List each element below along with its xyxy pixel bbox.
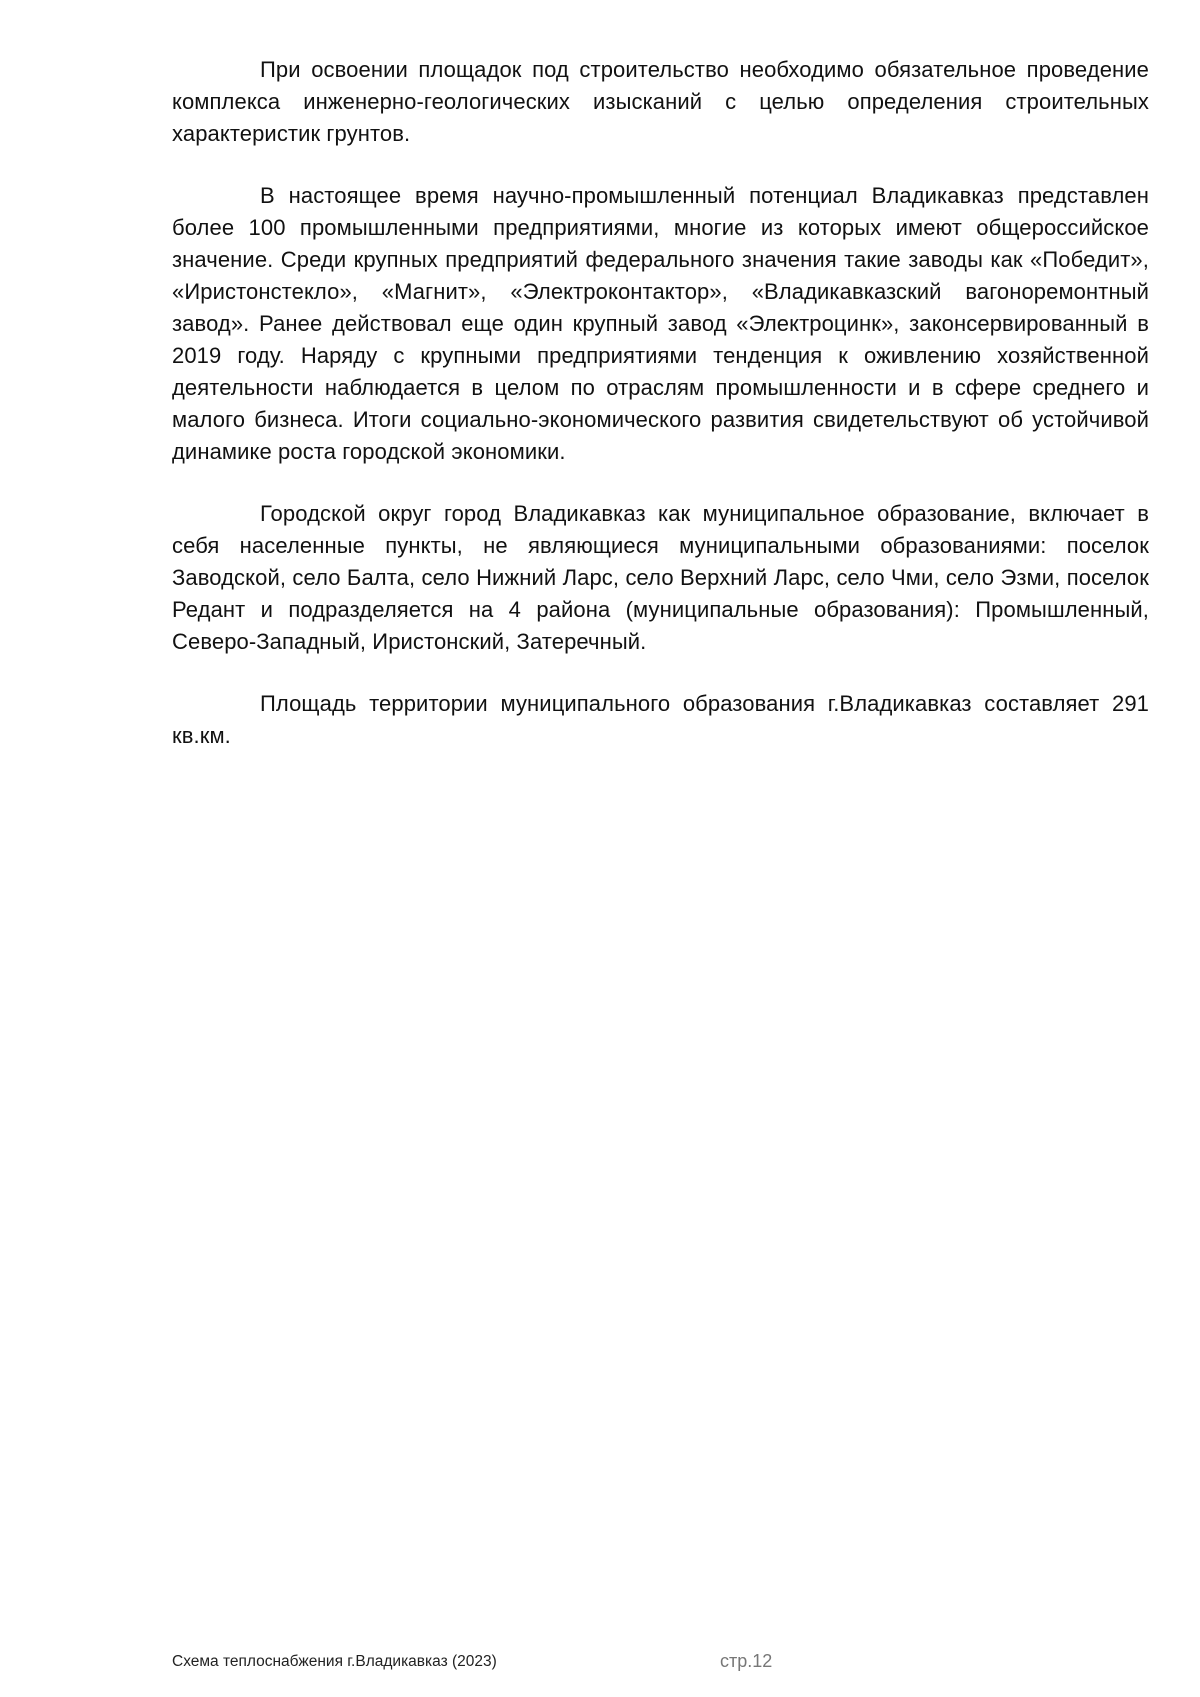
paragraph-site-development: При освоении площадок под строительство необходимо обязательное проведение комплекса инженерно-геологических изысканий с целью определения строительных характеристик грунтов. (172, 57, 1149, 146)
footer-page-number: стр.12 (720, 1651, 773, 1671)
paragraph-industrial-potential: В настоящее время научно-промышленный потенциал Владикавказ представлен более 100 промышленными предприятиями, многие из которых имеют общероссийское значение. Среди крупных предприятий федерального значения такие заводы как «Победит», «Иристонстекло», «Магнит», «Электроконтактор», «Владикавказский вагоноремонтный завод». Ранее действовал еще один крупный завод «Электроцинк», законсервированный в 2019 году. Наряду с крупными предприятиями тенденция к оживлению хозяйственной деятельности наблюдается в целом по отраслям промышленности и в сфере среднего и малого бизнеса. Итоги социально-экономического развития свидетельствуют об устойчивой динамике роста городской экономики. (172, 183, 1149, 464)
document-body (172, 54, 1149, 782)
footer-document-title: Схема теплоснабжения г.Владикавказ (2023) (172, 1653, 497, 1670)
paragraph-municipal-structure: Городской округ город Владикавказ как муниципальное образование, включает в себя населенные пункты, не являющиеся муниципальными образованиями: поселок Заводской, село Балта, село Нижний Ларс, село Верхний Ларс, село Чми, село Эзми, поселок Редант и подразделяется на 4 района (муниципальные образования): Промышленный, Северо-Западный, Иристонский, Затеречный. (172, 501, 1149, 654)
paragraph-territory-area: Площадь территории муниципального образования г.Владикавказ составляет 291 кв.км. (172, 691, 1149, 748)
page-footer (0, 1653, 1200, 1677)
